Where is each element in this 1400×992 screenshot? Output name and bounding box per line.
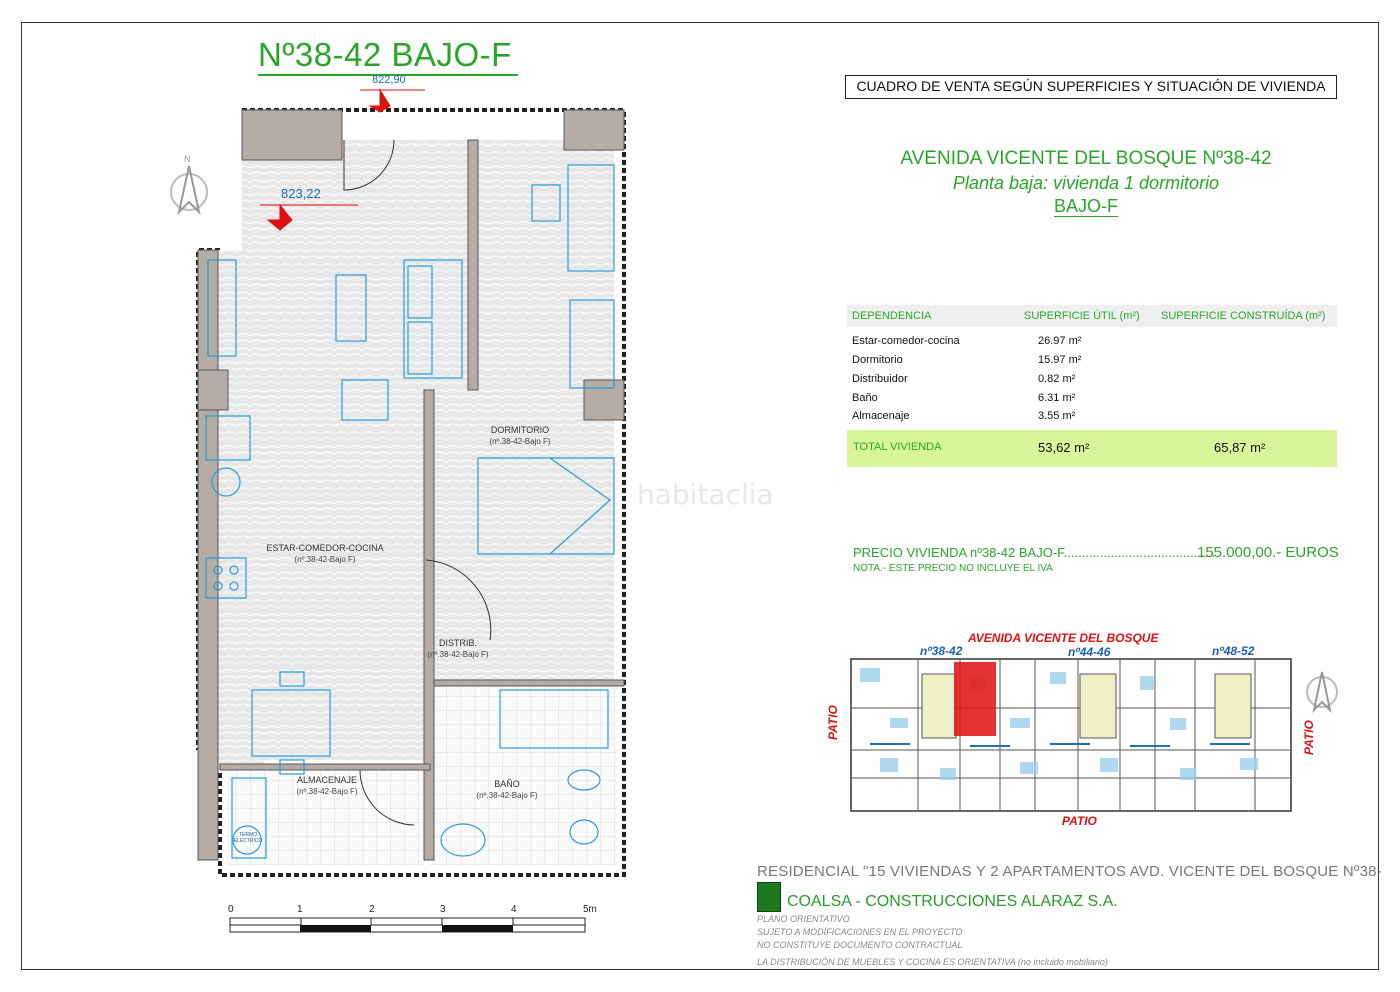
col-construida: SUPERFICIE CONSTRUÍDA (m²) <box>1161 310 1326 322</box>
note-1: PLANO ORIENTATIVO <box>757 914 850 924</box>
room-dormitorio: DORMITORIO (nº.38-42-Bajo F) <box>489 425 551 446</box>
col-dependencia: DEPENDENCIA <box>852 310 932 322</box>
row-util: 26.97 m² <box>1038 335 1082 347</box>
note-2: SUJETO A MODIFICACIONES EN EL PROYECTO <box>757 927 963 937</box>
scale-label-1: 1 <box>297 904 303 915</box>
site-block-1: nº38-42 <box>920 644 963 658</box>
company-name: COALSA - CONSTRUCCIONES ALARAZ S.A. <box>787 893 1118 910</box>
note-3: NO CONSTITUYE DOCUMENTO CONTRACTUAL <box>757 940 963 950</box>
address-line3: BAJO-F <box>1053 196 1118 216</box>
level-inner: 823,22 <box>281 186 321 201</box>
row-util: 3.55 m² <box>1038 410 1076 422</box>
watermark: habitaclia <box>637 478 774 511</box>
room-estar: ESTAR-COMEDOR-COCINA (nº.38-42-Bajo F) <box>266 543 384 564</box>
row-util: 0.82 m² <box>1038 373 1076 385</box>
svg-text:N: N <box>184 154 191 164</box>
sales-box-title: CUADRO DE VENTA SEGÚN SUPERFICIES Y SITUACIÓN DE VIVIENDA <box>845 75 1337 99</box>
row-util: 6.31 m² <box>1038 392 1076 404</box>
col-util: SUPERFICIE ÚTIL (m²) <box>1024 310 1140 322</box>
total-label: TOTAL VIVIENDA <box>853 441 942 453</box>
price-value: 155.000,00.- EUROS <box>1197 544 1339 561</box>
scale-label-5: 5m <box>583 904 597 915</box>
price-note: NOTA.- ESTE PRECIO NO INCLUYE EL IVA <box>853 563 1053 574</box>
site-patio-left: PATIO <box>826 705 840 740</box>
scale-label-0: 0 <box>228 904 234 915</box>
site-patio-right: PATIO <box>1302 720 1316 755</box>
address-line1: AVENIDA VICENTE DEL BOSQUE Nº38-42 <box>900 148 1272 169</box>
site-street: AVENIDA VICENTE DEL BOSQUE <box>968 631 1159 645</box>
row-name: Distribuidor <box>852 373 908 385</box>
termo-label: TERMO ELECTRICO <box>233 832 263 844</box>
north-arrow-icon-site <box>1302 662 1342 722</box>
scale-label-2: 2 <box>369 904 375 915</box>
site-patio-bottom: PATIO <box>1062 814 1097 828</box>
site-plan <box>850 658 1292 812</box>
total-construida: 65,87 m² <box>1214 440 1266 455</box>
room-almacenaje: ALMACENAJE (nº.38-42-Bajo F) <box>296 775 358 796</box>
total-util: 53,62 m² <box>1038 440 1090 455</box>
site-block-3: nº48-52 <box>1212 644 1255 658</box>
scale-label-3: 3 <box>440 904 446 915</box>
floor-plan <box>180 80 640 880</box>
row-name: Baño <box>852 392 878 404</box>
scale-label-4: 4 <box>511 904 517 915</box>
level-top: 822,90 <box>372 74 406 86</box>
residencial-title: RESIDENCIAL "15 VIVIENDAS Y 2 APARTAMENTOS AVD. VICENTE DEL BOSQUE Nº38- <box>757 863 1382 880</box>
row-name: Almacenaje <box>852 410 910 422</box>
north-arrow-icon <box>166 152 212 222</box>
plan-title: Nº38-42 BAJO-F <box>258 36 512 73</box>
address-line2: Planta baja: vivienda 1 dormitorio <box>952 173 1220 193</box>
room-distrib: DISTRIB. (nº.38-42-Bajo F) <box>427 638 489 659</box>
room-bano: BAÑO (nº.38-42-Bajo F) <box>476 779 538 800</box>
company-logo-icon <box>757 882 781 912</box>
row-util: 15.97 m² <box>1038 354 1082 366</box>
site-block-2: nº44-46 <box>1068 645 1111 659</box>
scale-bar <box>222 914 594 936</box>
note-4: LA DISTRIBUCIÓN DE MUEBLES Y COCINA ES ORIENTATIVA (no incluido mobiliario) <box>757 957 1108 967</box>
row-name: Estar-comedor-cocina <box>852 335 960 347</box>
price-label: PRECIO VIVIENDA nº38-42 BAJO-F.......................................... <box>853 545 1216 560</box>
row-name: Dormitorio <box>852 354 903 366</box>
